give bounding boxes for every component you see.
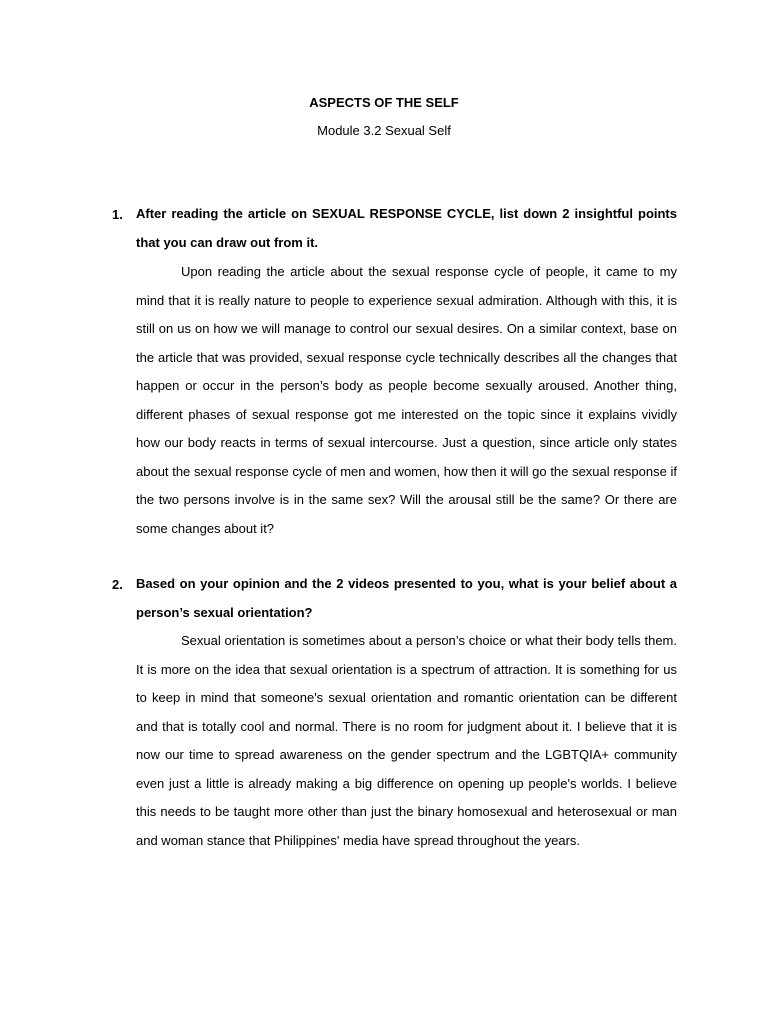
question-2-answer: Sexual orientation is sometimes about a person’s choice or what their body tells them. It is more on the idea that sexual orientation is a spectrum of attraction. It is something for us to keep in mind that someone's sexual orientation and romantic orientation can be different and that is totally cool and normal. There is no room for judgment about it. I believe that it is now our time to spread awareness on the gender spectrum and the LGBTQIA+ community even just a little is already making a big difference on opening up people's worlds. I believe this needs to be taught more other than just the binary homosexual and heterosexual or man and woman stance that Philippines' media have spread throughout the years. [136, 633, 677, 848]
question-2-number: 2. [112, 577, 123, 592]
document-title: ASPECTS OF THE SELF [309, 95, 459, 110]
question-1-answer: Upon reading the article about the sexual response cycle of people, it came to my mind that it is really nature to people to experience sexual admiration. Although with this, it is still on us on how we will manage to control our sexual desires. On a similar context, base on the article that was provided, sexual response cycle technically describes all the changes that happen or occur in the person’s body as people become sexually aroused. Another thing, different phases of sexual response got me interested on the topic since it explains vividly how our body reacts in terms of sexual intercourse. Just a question, since article only states about the sexual response cycle of men and women, how then it will go the sexual response if the two persons involve is in the same sex? Will the arousal still be the same? Or there are some changes about it? [136, 264, 677, 536]
question-1-number: 1. [112, 207, 123, 222]
question-1-text: After reading the article on SEXUAL RESPONSE CYCLE, list down 2 insightful points that you can draw out from it. [136, 206, 677, 250]
document-subtitle: Module 3.2 Sexual Self [317, 123, 451, 138]
question-2-text: Based on your opinion and the 2 videos presented to you, what is your belief about a person’s sexual orientation? [136, 576, 677, 620]
